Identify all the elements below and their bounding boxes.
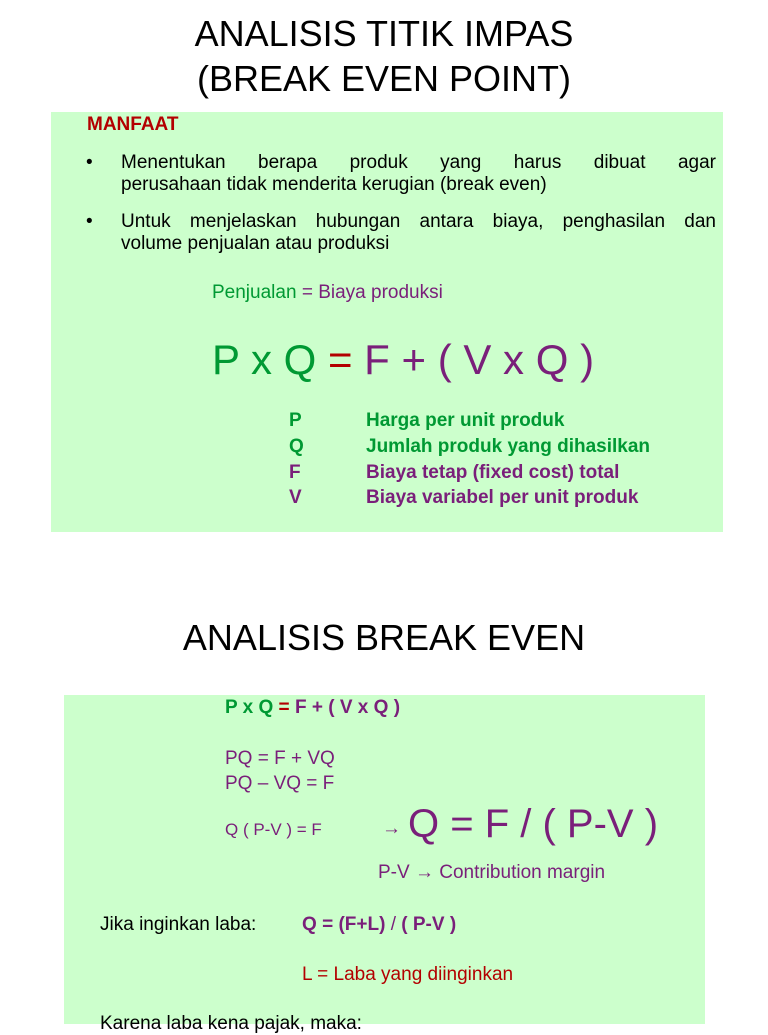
legend-symbol: F: [289, 462, 301, 483]
laba-formula: [302, 914, 456, 936]
eq-sign: =: [301, 282, 313, 303]
formula-q: Q: [535, 336, 569, 383]
bullet-item: [86, 152, 716, 196]
big-formula: [212, 334, 594, 386]
bullet-line: volume penjualan atau produksi: [121, 233, 390, 254]
manfaat-heading: MANFAAT: [87, 114, 179, 135]
eq-right: Biaya produksi: [318, 282, 443, 303]
formula-p: P: [212, 336, 240, 383]
legend-desc: Biaya variabel per unit produk: [366, 487, 639, 508]
legend-symbol: V: [289, 487, 302, 508]
bullet-line: Untuk menjelaskan hubungan antara biaya, penghasilan dan: [121, 211, 716, 232]
laba-q: Q: [302, 914, 317, 935]
formula-f: F: [294, 697, 307, 718]
legend-desc: Jumlah produk yang dihasilkan: [366, 436, 651, 457]
bullet-dot: •: [86, 152, 93, 173]
formula-eq: =: [278, 697, 290, 718]
slide2-title: ANALISIS BREAK EVEN: [182, 617, 586, 658]
slide1-title-line1: ANALISIS TITIK IMPAS: [194, 13, 574, 54]
derivation-line: PQ – VQ = F: [225, 773, 335, 794]
laba-eq: =: [322, 914, 334, 935]
formula-q: Q: [258, 697, 274, 718]
formula-q: Q: [283, 336, 317, 383]
contribution-right: Contribution margin: [439, 862, 606, 883]
formula-x: x: [503, 336, 525, 383]
arrow-icon: →: [382, 818, 401, 839]
eq-left: Penjualan: [212, 282, 297, 303]
formula-x: x: [242, 697, 254, 718]
legend-symbol: Q: [289, 436, 304, 457]
formula-rparen: ): [580, 336, 595, 383]
legend-desc: Harga per unit produk: [366, 410, 565, 431]
formula-lparen: (: [328, 697, 335, 718]
derivation-line: Q ( P-V ) = F: [225, 820, 322, 839]
cut-off-line: Karena laba kena pajak, maka:: [100, 1013, 362, 1034]
formula-rparen: ): [393, 697, 401, 718]
laba-definition: L = Laba yang diinginkan: [302, 964, 514, 985]
bullet-line: Menentukan berapa produk yang harus dibuat agar: [121, 152, 716, 173]
laba-num: (F+L): [338, 914, 386, 935]
laba-slash: /: [390, 914, 396, 935]
bullet-item: [86, 211, 716, 255]
formula-plus: +: [311, 697, 323, 718]
formula-x: x: [357, 697, 369, 718]
arrow-icon: →: [414, 862, 434, 883]
formula-v: V: [463, 336, 492, 383]
bullet-line: perusahaan tidak menderita kerugian (break even): [121, 174, 547, 195]
legend-symbol: P: [289, 410, 302, 431]
bullet-dot: •: [86, 211, 93, 232]
formula-f: F: [364, 336, 390, 383]
formula-lparen: (: [437, 336, 452, 383]
formula-v: V: [339, 697, 353, 718]
contribution-left: P-V: [378, 862, 410, 883]
slide1-title-line2: (BREAK EVEN POINT): [196, 58, 572, 99]
laba-label: Jika inginkan laba:: [100, 914, 257, 935]
legend-desc: Biaya tetap (fixed cost) total: [366, 462, 620, 483]
break-even-result: Q = F / ( P-V ): [408, 802, 659, 846]
contribution-margin-line: [378, 862, 605, 884]
derivation-line: PQ = F + VQ: [225, 748, 335, 769]
laba-den: ( P-V ): [401, 914, 457, 935]
slide2-formula: [225, 697, 400, 719]
sales-equals-cost-equation: [212, 282, 443, 304]
formula-eq: =: [327, 336, 353, 383]
formula-x: x: [250, 336, 272, 383]
formula-q: Q: [373, 697, 389, 718]
formula-plus: +: [401, 336, 427, 383]
formula-p: P: [225, 697, 238, 718]
